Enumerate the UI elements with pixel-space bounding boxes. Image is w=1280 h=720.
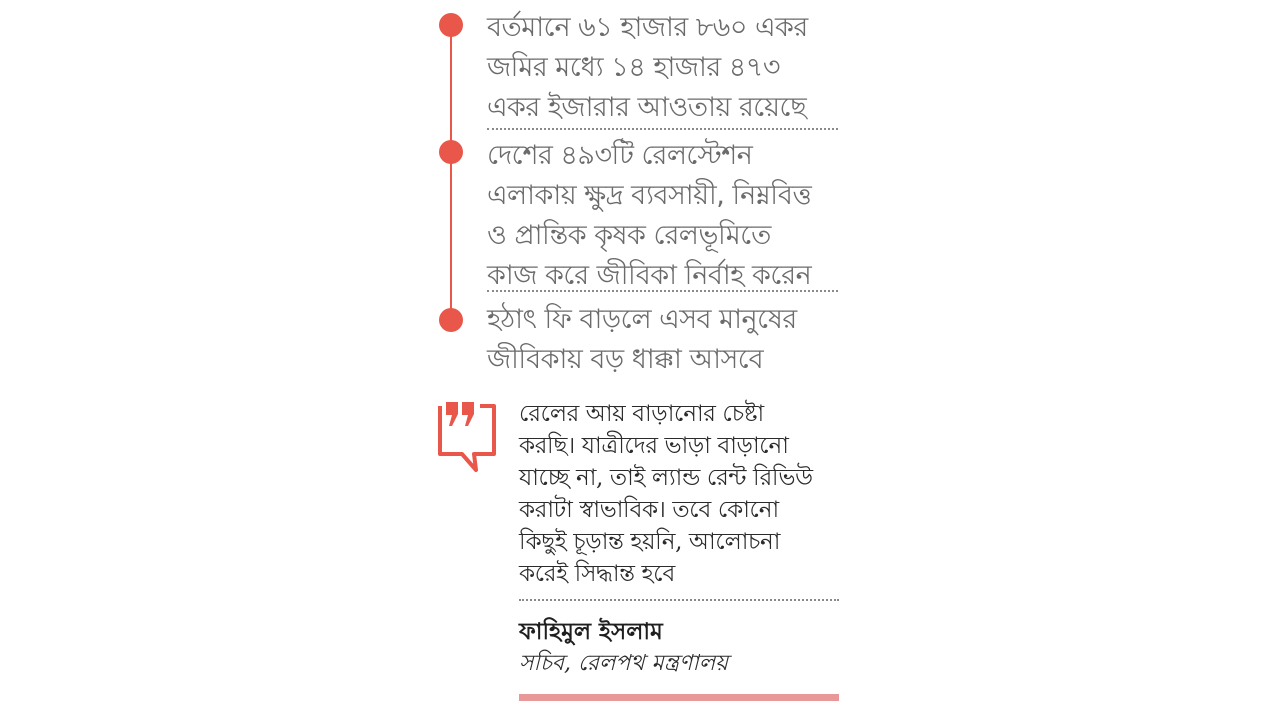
bullet-dot-icon	[439, 13, 463, 37]
key-point-text: হঠাৎ ফি বাড়লে এসব মানুষের জীবিকায় বড় ধাক্কা আসবে	[487, 304, 797, 375]
key-point-2	[436, 130, 838, 290]
key-point-text: বর্তমানে ৬১ হাজার ৮৬০ একর জমির মধ্যে ১৪ হাজার ৪৭৩ একর ইজারার আওতায় রয়েছে	[487, 12, 808, 123]
bottom-accent-bar	[519, 694, 839, 701]
quote-speech-bubble-icon	[436, 400, 498, 474]
key-point-text: দেশের ৪৯৩টি রেলস্টেশন এলাকায় ক্ষুদ্র ব্যবসায়ী, নিম্নবিত্ত ও প্রান্তিক কৃষক রেলভূমিতে কাজ করে জীবিকা নির্বাহ করেন	[487, 140, 812, 291]
key-point-1	[436, 8, 838, 128]
speaker-name: ফাহিমুল ইসলাম	[519, 619, 663, 645]
key-points-timeline	[436, 8, 846, 380]
quote-divider	[519, 599, 839, 601]
quote-text: রেলের আয় বাড়ানোর চেষ্টা করছি। যাত্রীদের ভাড়া বাড়ানো যাচ্ছে না, তাই ল্যান্ড রেন্ট রিভিউ করাটা স্বাভাবিক। তবে কোনো কিছুই চূড়ান্ত হয়নি, আলোচনা করেই সিদ্ধান্ত হবে	[519, 401, 813, 587]
speaker-title: সচিব, রেলপথ মন্ত্রণালয়	[519, 651, 729, 676]
key-point-3	[436, 292, 838, 380]
bullet-dot-icon	[439, 140, 463, 164]
bullet-dot-icon	[439, 308, 463, 332]
